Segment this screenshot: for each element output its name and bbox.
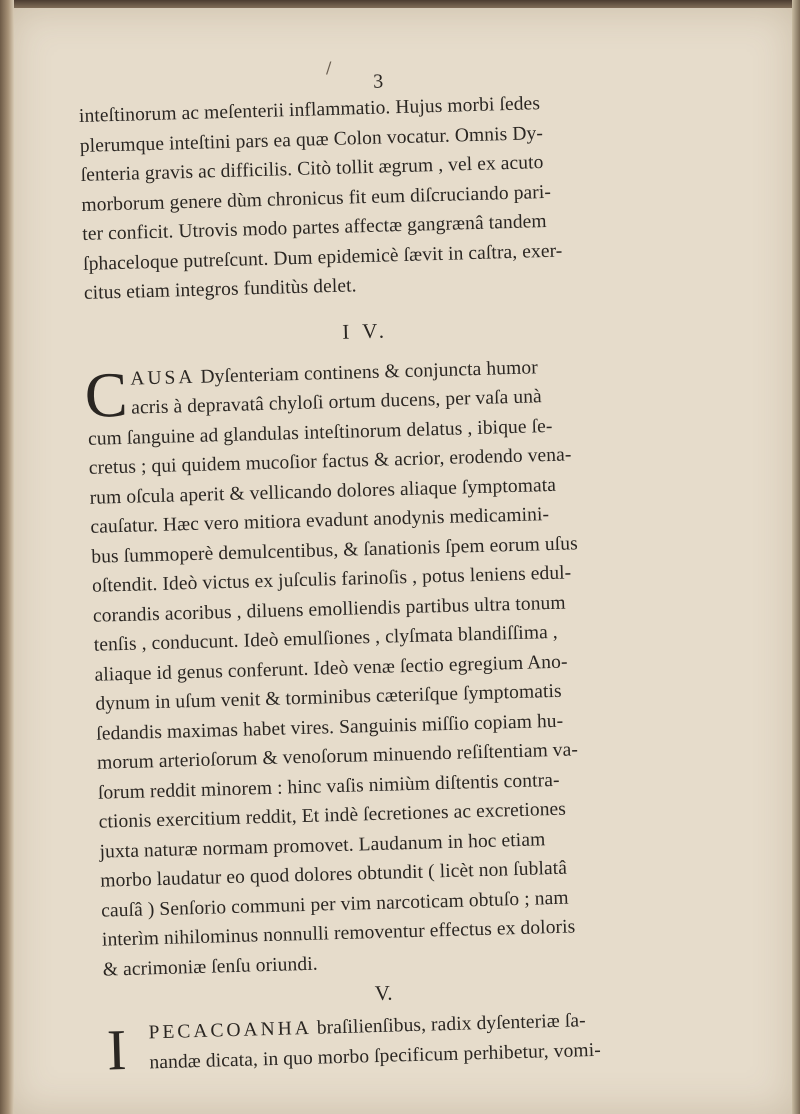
text-line: & acrimoniæ ſenſu oriundi.: [102, 953, 318, 981]
section-heading-iv: I V.: [341, 317, 389, 344]
text-line: cauſatur. Hæc vero mitiora evadunt anodynis medicamini-: [90, 504, 550, 538]
text-span: braſilienſibus, radix dyſenteriæ ſa-: [311, 1010, 586, 1039]
text-line: interìm nihilominus nonnulli removentur effectus ex doloris: [101, 916, 576, 951]
text-line: corandis acoribus , diluens emolliendis partibus ultra tonum: [92, 592, 566, 627]
text-line: ter conficit. Utrovis modo partes affectæ gangrænâ tandem: [82, 210, 547, 245]
text-line: dynum in uſum venit & torminibus cæteriſque ſymptomatis: [95, 680, 562, 715]
text-line: morum arterioſorum & venoſorum minuendo reſiſtentiam va-: [96, 739, 579, 774]
text-line: tenſis , conducunt. Ideò emulſiones , clyſmata blandiſſima ,: [93, 621, 559, 656]
text-line: cum ſanguine ad glandulas inteſtinorum delatus , ibique ſe-: [87, 415, 553, 450]
text-line: ſedandis maximas habet vires. Sanguinis miſſio copiam hu-: [95, 710, 564, 745]
text-line: ctionis exercitium reddit, Et indè ſecretiones ac excretiones: [98, 798, 567, 833]
text-line: rum oſcula aperit & vellicando dolores aliaque ſymptomata: [89, 474, 557, 509]
text-line: cretus ; qui quidem mucoſior factus & acrior, erodendo vena-: [88, 444, 572, 479]
text-line: aliaque id genus conferunt. Ideò venæ ſectio egregium Ano-: [94, 651, 568, 686]
text-line: cauſâ ) Senſorio communi per vim narcoticam obtuſo ; nam: [100, 887, 569, 922]
text-line: ſenteria gravis ac difficilis. Citò tollit ægrum , vel ex acuto: [80, 152, 544, 186]
text-line: citus etiam integros funditùs delet.: [83, 275, 357, 304]
text-line: ſphaceloque putreſcunt. Dum epidemicè ſævit in caſtra, exer-: [82, 240, 563, 275]
text-line: bus ſummoperè demulcentibus, & ſanationis ſpem eorum uſus: [91, 532, 579, 568]
text-line: acris à depravatâ chyloſi ortum ducens, per vaſa unà: [130, 386, 543, 419]
paragraph-1: [79, 86, 645, 308]
text-line: oſtendit. Ideò victus ex juſculis farinoſis , potus leniens edul-: [91, 562, 572, 597]
page-right-edge: [792, 0, 800, 1114]
text-line: ſorum reddit minorem : hinc vaſis nimiùm diſtentis contra-: [97, 769, 560, 804]
small-caps-word: AUSA: [130, 366, 196, 390]
text-line: morborum genere dùm chronicus fit eum diſcruciando pari-: [81, 181, 552, 216]
text-span: Dyſenteriam continens & conjuncta humor: [195, 356, 539, 388]
page-number: 3: [372, 70, 384, 93]
text-line: plerumque inteſtini pars ea quæ Colon vocatur. Omnis Dy-: [79, 122, 544, 157]
small-caps-word: PECACOANHA: [148, 1017, 313, 1044]
book-spine: [0, 0, 14, 1114]
text-line: morbo laudatur eo quod dolores obtundit ( licèt non ſublatâ: [100, 857, 568, 892]
text-line: nandæ dicata, in quo morbo ſpecificum perhibetur, vomi-: [149, 1039, 602, 1073]
section-heading-v: V.: [374, 980, 393, 1006]
page-text: [78, 64, 666, 1083]
text-line: inteſtinorum ac meſenterii inflammatio. Hujus morbi ſedes: [78, 93, 541, 127]
paragraph-2: [83, 350, 663, 985]
drop-cap: C: [83, 358, 129, 431]
drop-cap: I: [106, 1017, 128, 1083]
pencil-mark: /: [326, 58, 332, 77]
text-line: juxta naturæ normam promovet. Laudanum in hoc etiam: [99, 828, 546, 863]
